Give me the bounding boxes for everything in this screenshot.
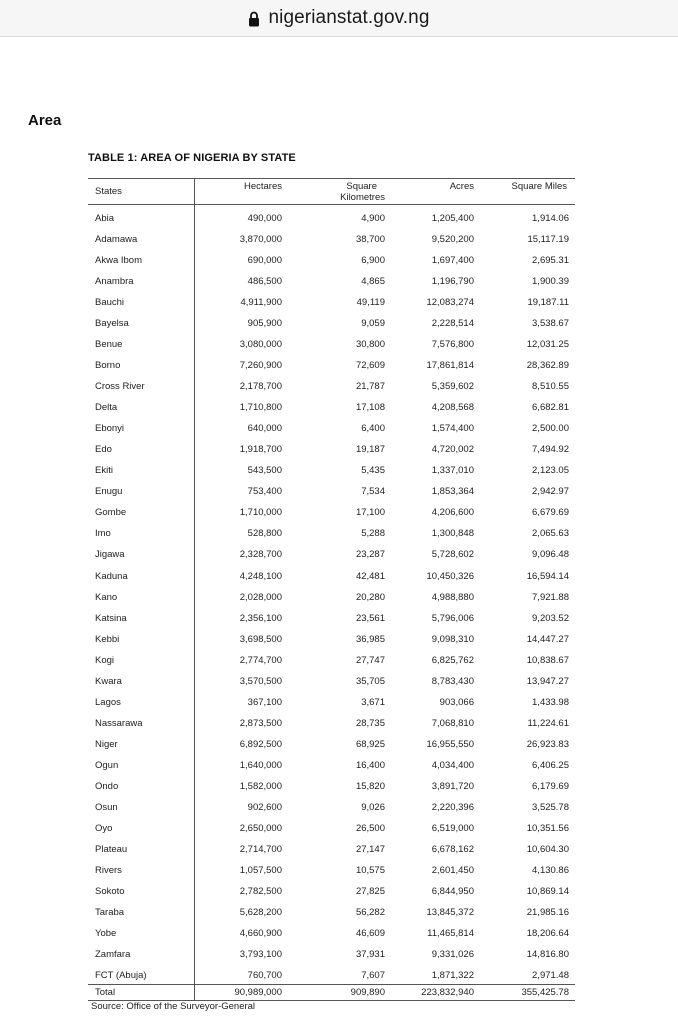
cell-sqkm: 15,820 [355,780,385,792]
cell-sqmiles: 9,096.48 [532,549,569,561]
cell-hectares: 528,800 [247,528,282,540]
cell-sqmiles: 7,921.88 [532,591,569,603]
cell-acres: 17,861,814 [426,360,474,372]
cell-acres: 5,728,602 [431,549,474,561]
cell-state: Imo [95,528,111,540]
table-row [88,840,575,861]
cell-acres: 9,520,200 [431,234,474,246]
cell-hectares: 543,500 [247,465,282,477]
cell-acres: 5,796,006 [431,612,474,624]
cell-sqmiles: 3,525.78 [532,801,569,813]
table-row [88,735,575,756]
cell-state: Lagos [95,696,121,708]
cell-hectares: 1,582,000 [239,780,282,792]
cell-sqkm: 28,735 [355,717,385,729]
table-row [88,356,575,377]
cell-sqkm: 72,609 [355,360,385,372]
cell-state: Kogi [95,654,115,666]
cell-sqkm: 20,280 [355,591,385,603]
browser-address-bar[interactable] [0,0,678,37]
cell-sqkm: 16,400 [355,759,385,771]
total-cell-state: Total [95,987,116,999]
cell-hectares: 3,570,500 [239,675,282,687]
cell-sqmiles: 9,203.52 [532,612,569,624]
cell-sqmiles: 3,538.67 [532,318,569,330]
cell-sqkm: 7,607 [361,970,385,982]
cell-acres: 2,601,450 [431,864,474,876]
cell-sqmiles: 28,362.89 [526,360,569,372]
cell-sqkm: 17,100 [355,507,385,519]
cell-acres: 3,891,720 [431,780,474,792]
cell-acres: 1,205,400 [431,213,474,224]
cell-state: Plateau [95,843,128,855]
cell-hectares: 3,870,000 [239,234,282,246]
header-sqkm-line1: Square [346,181,377,192]
cell-sqkm: 37,931 [355,949,385,961]
cell-hectares: 486,500 [247,276,282,288]
cell-hectares: 5,628,200 [239,906,282,918]
cell-sqmiles: 2,695.31 [532,255,569,267]
table-title: TABLE 1: AREA OF NIGERIA BY STATE [88,152,296,164]
cell-hectares: 640,000 [247,423,282,435]
cell-hectares: 367,100 [247,696,282,708]
cell-state: FCT (Abuja) [95,970,147,982]
cell-sqkm: 3,671 [361,696,385,708]
cell-acres: 1,300,848 [431,528,474,540]
table-source-note: Source: Office of the Surveyor-General [91,1001,256,1012]
cell-hectares: 690,000 [247,255,282,267]
cell-hectares: 4,911,900 [240,297,282,309]
header-states: States [95,186,122,197]
cell-state: Kaduna [95,570,128,582]
cell-state: Zamfara [95,949,131,961]
cell-state: Benue [95,339,123,351]
cell-hectares: 2,178,700 [239,381,282,393]
cell-sqmiles: 1,433.98 [532,696,569,708]
cell-hectares: 4,248,100 [239,570,282,582]
cell-state: Edo [95,444,112,456]
cell-acres: 13,845,372 [426,906,474,918]
cell-sqmiles: 6,406.25 [532,759,569,771]
cell-sqmiles: 14,447.27 [526,633,569,645]
table-row [88,503,575,524]
table-row [88,398,575,419]
cell-state: Delta [95,402,118,414]
cell-state: Oyo [95,822,113,834]
table-row [88,714,575,735]
cell-state: Ebonyi [95,423,125,435]
cell-hectares: 2,714,700 [239,843,282,855]
total-cell-hectares: 90,989,000 [234,987,282,999]
cell-acres: 7,576,800 [431,339,474,351]
cell-acres: 5,359,602 [431,381,474,393]
cell-acres: 1,697,400 [431,255,474,267]
cell-hectares: 905,900 [247,318,282,330]
cell-state: Kano [95,591,118,603]
table-row [88,798,575,819]
cell-sqkm: 9,059 [361,318,385,330]
cell-sqmiles: 11,224.61 [527,717,569,729]
table-row [88,335,575,356]
cell-sqmiles: 2,065.63 [532,528,569,540]
cell-sqmiles: 13,947.27 [526,675,569,687]
cell-acres: 11,465,814 [427,928,474,940]
table-row [88,567,575,588]
header-acres: Acres [449,181,474,192]
cell-sqmiles: 16,594.14 [526,570,569,582]
cell-acres: 8,783,430 [431,675,474,687]
cell-acres: 10,450,326 [426,570,474,582]
cell-sqkm: 21,787 [355,381,385,393]
table-row [88,924,575,945]
lock-icon [248,11,260,27]
cell-acres: 6,678,162 [431,843,474,855]
cell-acres: 9,098,310 [431,633,474,645]
cell-acres: 1,853,364 [431,486,474,498]
cell-sqmiles: 6,679.69 [532,507,569,519]
cell-sqkm: 19,187 [355,444,385,456]
cell-sqkm: 46,609 [355,928,385,940]
total-cell-sqmiles: 355,425.78 [521,987,569,999]
cell-state: Gombe [95,507,127,519]
cell-acres: 2,220,396 [431,801,474,813]
cell-acres: 12,083,274 [426,297,474,309]
cell-sqkm: 4,900 [361,213,385,224]
cell-hectares: 2,328,700 [239,549,282,561]
cell-state: Anambra [95,276,134,288]
cell-state: Enugu [95,486,123,498]
cell-state: Ondo [95,780,119,792]
cell-hectares: 2,356,100 [239,612,282,624]
cell-sqkm: 30,800 [355,339,385,351]
cell-state: Nassarawa [95,717,143,729]
cell-sqkm: 10,575 [355,864,385,876]
cell-acres: 16,955,550 [426,738,474,750]
cell-state: Osun [95,801,118,813]
cell-sqkm: 23,287 [355,549,385,561]
cell-acres: 903,066 [439,696,474,708]
cell-hectares: 1,057,500 [239,864,282,876]
table-row [88,545,575,566]
cell-sqkm: 17,108 [355,402,385,414]
table-row [88,272,575,293]
cell-state: Sokoto [95,885,125,897]
cell-sqmiles: 1,914.06 [532,213,569,224]
cell-hectares: 1,710,800 [239,402,282,414]
cell-sqkm: 23,561 [355,612,385,624]
table-row [88,251,575,272]
cell-sqkm: 27,747 [355,654,385,666]
page-heading: Area [28,112,62,129]
cell-sqmiles: 2,971.48 [532,970,569,982]
cell-sqmiles: 6,179.69 [532,780,569,792]
cell-acres: 6,825,762 [431,654,474,666]
cell-sqkm: 49,119 [356,297,385,309]
cell-sqmiles: 15,117.19 [527,234,569,246]
table-row [88,882,575,903]
cell-sqmiles: 14,816.80 [526,949,569,961]
table-row [88,419,575,440]
table-row [88,819,575,840]
cell-hectares: 1,918,700 [239,444,282,456]
cell-sqmiles: 21,985.16 [526,906,569,918]
cell-sqkm: 4,865 [361,276,385,288]
cell-state: Bauchi [95,297,125,309]
table-row [88,861,575,882]
cell-acres: 9,331,026 [431,949,474,961]
cell-state: Jigawa [95,549,125,561]
cell-sqkm: 5,288 [361,528,385,540]
cell-hectares: 6,892,500 [239,738,282,750]
cell-hectares: 2,782,500 [239,885,282,897]
total-cell-acres: 223,832,940 [421,987,474,999]
cell-acres: 2,228,514 [431,318,474,330]
cell-sqkm: 27,147 [355,843,385,855]
cell-acres: 1,196,790 [431,276,474,288]
cell-hectares: 490,000 [247,213,282,224]
cell-acres: 4,988,880 [431,591,474,603]
header-sqkm-line2: Kilometres [340,192,385,203]
cell-state: Kwara [95,675,122,687]
table-row [88,945,575,966]
cell-sqmiles: 10,838.67 [526,654,569,666]
cell-sqmiles: 4,130.86 [532,864,569,876]
cell-hectares: 1,640,000 [239,759,282,771]
cell-sqmiles: 19,187.11 [527,297,569,309]
cell-hectares: 3,793,100 [239,949,282,961]
cell-sqkm: 38,700 [355,234,385,246]
header-rule [88,204,575,205]
header-hectares: Hectares [243,181,282,192]
cell-sqkm: 7,534 [361,486,385,498]
cell-sqkm: 5,435 [361,465,385,477]
cell-state: Ekiti [95,465,113,477]
cell-state: Yobe [95,928,117,940]
cell-hectares: 7,260,900 [239,360,282,372]
cell-hectares: 4,660,900 [239,928,282,940]
cell-state: Katsina [95,612,127,624]
cell-hectares: 1,710,000 [239,507,282,519]
cell-state: Taraba [95,906,125,918]
cell-sqmiles: 6,682.81 [532,402,569,414]
table-row [88,440,575,461]
cell-sqkm: 36,985 [355,633,385,645]
cell-state: Borno [95,360,121,372]
table-row [88,588,575,609]
cell-state: Rivers [95,864,122,876]
cell-hectares: 2,650,000 [239,822,282,834]
cell-sqmiles: 10,869.14 [526,885,569,897]
cell-acres: 6,519,000 [431,822,474,834]
cell-state: Adamawa [95,234,138,246]
cell-hectares: 2,028,000 [239,591,282,603]
table-row [88,482,575,503]
cell-sqkm: 68,925 [355,738,385,750]
table-row [88,609,575,630]
cell-state: Ogun [95,759,119,771]
table-row [88,903,575,924]
cell-acres: 1,574,400 [431,423,474,435]
url-text: nigerianstat.gov.ng [268,7,430,28]
cell-sqkm: 26,500 [355,822,385,834]
cell-state: Niger [95,738,118,750]
cell-hectares: 3,698,500 [239,633,282,645]
table-row [88,651,575,672]
cell-hectares: 2,774,700 [239,654,282,666]
cell-acres: 1,337,010 [431,465,474,477]
cell-sqmiles: 7,494.92 [532,444,569,456]
cell-sqmiles: 2,500.00 [532,423,569,435]
total-cell-sqkm: 909,890 [350,987,385,999]
cell-sqkm: 9,026 [361,801,385,813]
table-row [88,230,575,251]
cell-state: Kebbi [95,633,120,645]
cell-hectares: 760,700 [247,970,282,982]
cell-sqmiles: 1,900.39 [532,276,569,288]
cell-state: Akwa Ibom [95,255,142,267]
cell-sqkm: 35,705 [355,675,385,687]
table-header-row [88,178,575,204]
table-row [88,524,575,545]
cell-state: Bayelsa [95,318,129,330]
cell-sqmiles: 18,206.64 [526,928,569,940]
cell-hectares: 2,873,500 [239,717,282,729]
cell-acres: 4,206,600 [431,507,474,519]
table-row [88,693,575,714]
cell-sqkm: 42,481 [355,570,385,582]
cell-acres: 7,068,810 [431,717,474,729]
cell-sqkm: 27,825 [355,885,385,897]
cell-acres: 1,871,322 [431,970,474,982]
cell-state: Abia [95,213,115,224]
cell-acres: 4,208,568 [431,402,474,414]
table-row [88,672,575,693]
cell-state: Cross River [95,381,145,393]
cell-sqmiles: 2,942.97 [532,486,569,498]
cell-acres: 4,720,002 [431,444,474,456]
cell-hectares: 753,400 [247,486,282,498]
cell-sqkm: 6,400 [361,423,385,435]
table-row [88,777,575,798]
cell-hectares: 3,080,000 [239,339,282,351]
cell-acres: 4,034,400 [431,759,474,771]
table-row [88,756,575,777]
cell-hectares: 902,600 [247,801,282,813]
cell-acres: 6,844,950 [431,885,474,897]
cell-sqmiles: 10,604.30 [526,843,569,855]
cell-sqmiles: 8,510.55 [532,381,569,393]
table-row [88,314,575,335]
cell-sqmiles: 12,031.25 [526,339,569,351]
table-row [88,293,575,314]
header-sqmiles: Square Miles [511,181,567,192]
cell-sqkm: 6,900 [361,255,385,267]
cell-sqkm: 56,282 [355,906,385,918]
table-row [88,461,575,482]
cell-sqmiles: 26,923.83 [526,738,569,750]
table-row [88,377,575,398]
cell-sqmiles: 10,351.56 [526,822,569,834]
table-row [88,630,575,651]
cell-sqmiles: 2,123.05 [532,465,569,477]
table-row [88,209,575,230]
